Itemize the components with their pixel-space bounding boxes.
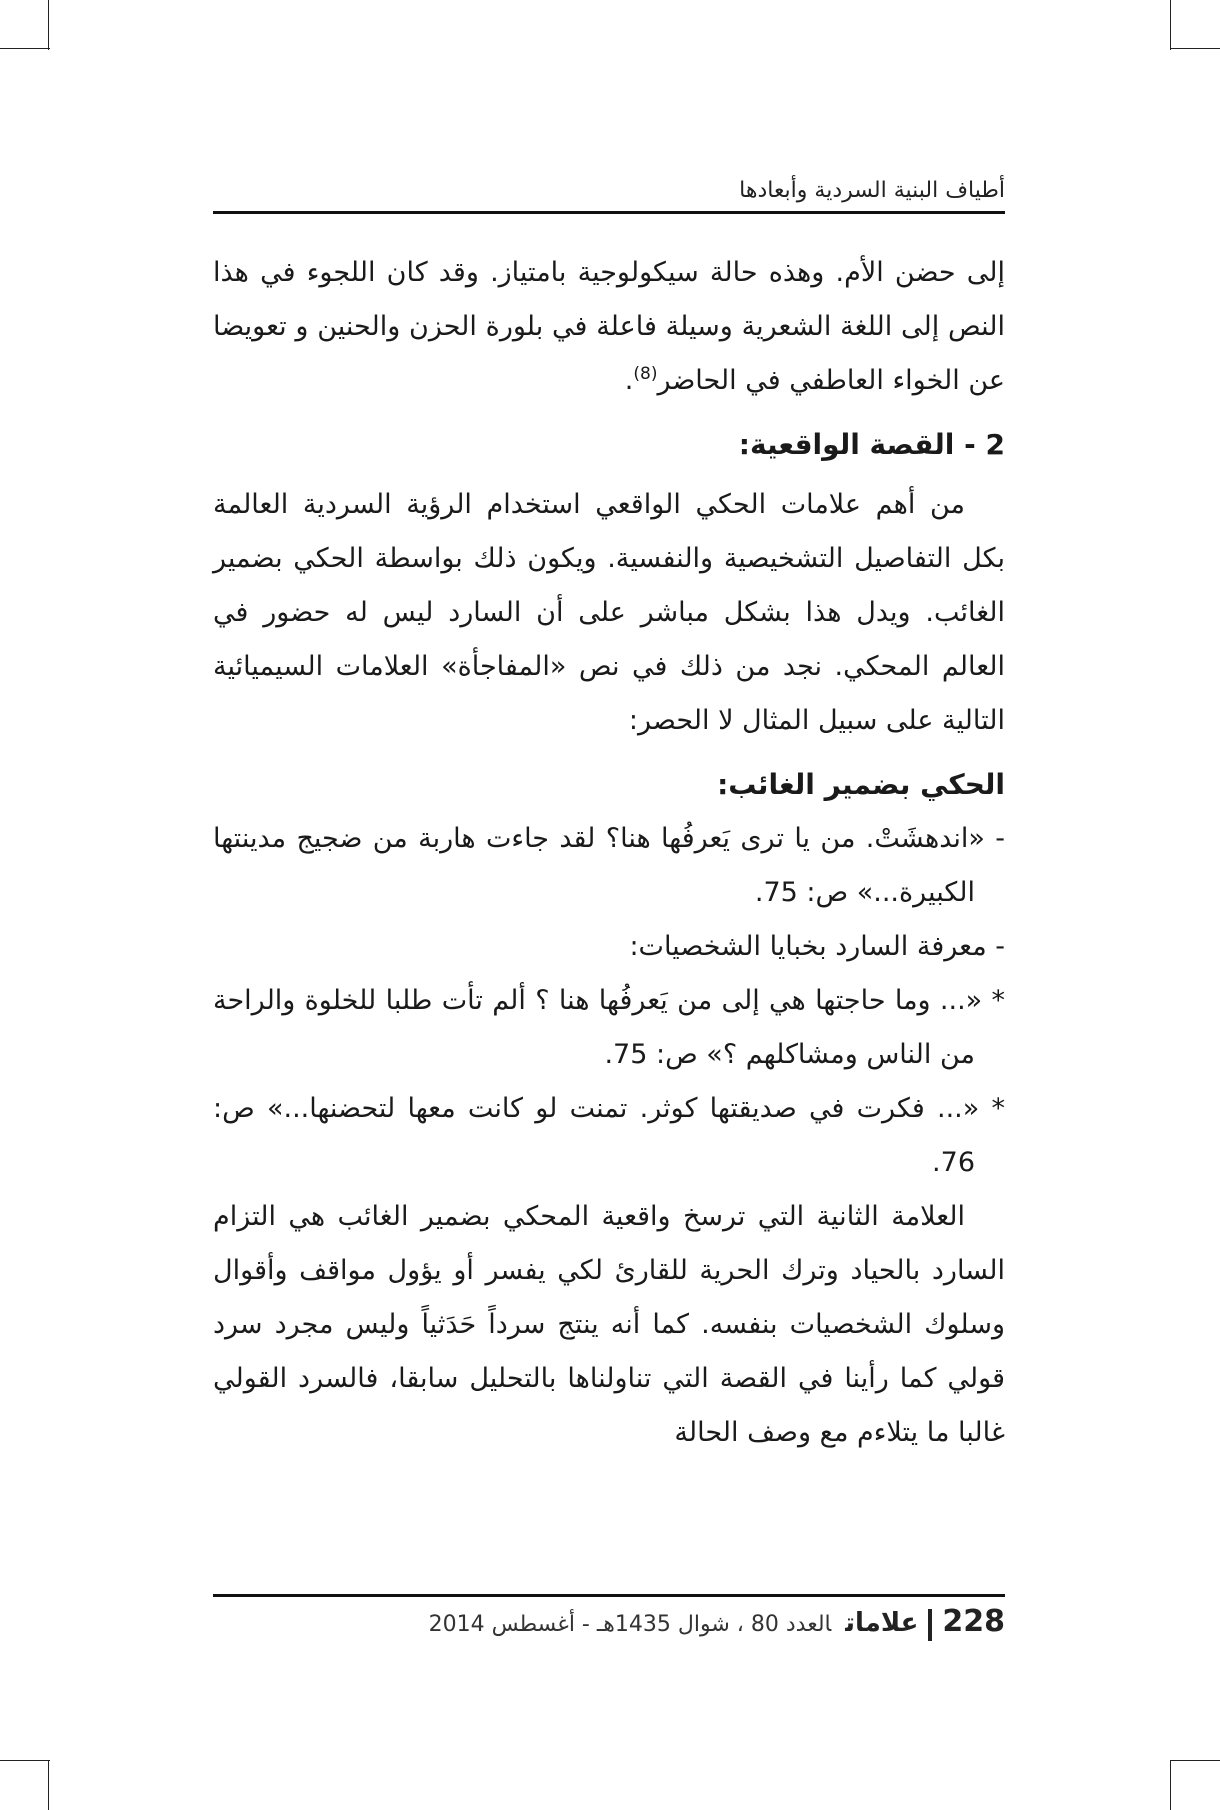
crop-mark	[48, 1760, 49, 1810]
crop-mark	[0, 48, 50, 49]
crop-mark	[1170, 48, 1220, 49]
magazine-logo: علامات	[845, 1608, 919, 1638]
quote-item-3: * «... وما حاجتها هي إلى من يَعرفُها هنا ؟ ألم تأت طلبا للخلوة والراحة من الناس ومشاكلهم ؟» ص: 75.	[213, 985, 1005, 1070]
crop-mark	[1170, 0, 1171, 50]
page-footer	[429, 1602, 1005, 1645]
crop-mark	[1170, 1760, 1171, 1810]
footnote-ref: (8)	[633, 364, 658, 384]
page-number: 228	[942, 1604, 1005, 1639]
paragraph-3: العلامة الثانية التي ترسخ واقعية المحكي بضمير الغائب هي التزام السارد بالحياد وترك الحرية للقارئ لكي يفسر أو يؤول مواقف وأقوال وسلوك الشخصيات بنفسه. كما أنه ينتج سرداً حَدَثياً وليس مجرد سرد قولي كما رأينا في القصة التي تناولناها بالتحليل سابقا، فالسرد القولي غالبا ما يتلاءم مع وصف الحالة	[213, 1201, 1005, 1448]
running-head: أطياف البنية السردية وأبعادها	[739, 178, 1005, 203]
header-rule	[213, 211, 1005, 214]
footer-rule	[213, 1594, 1005, 1597]
footer-separator	[928, 1609, 932, 1641]
body-text	[213, 246, 1005, 1460]
paragraph-1-text: إلى حضن الأم. وهذه حالة سيكولوجية بامتياز. وقد كان اللجوء في هذا النص إلى اللغة الشعرية وسيلة فاعلة في بلورة الحزن والحنين و تعويضا عن الخواء العاطفي في الحاضر	[213, 257, 1005, 396]
quote-item-4: * «... فكرت في صديقتها كوثر. تمنت لو كانت معها لتحضنها...» ص: 76.	[213, 1093, 1005, 1178]
paragraph-1-end: .	[624, 365, 634, 396]
paragraph-2: من أهم علامات الحكي الواقعي استخدام الرؤية السردية العالمة بكل التفاصيل التشخيصية والنفسية. ويكون ذلك بواسطة الحكي بضمير الغائب. ويدل هذا بشكل مباشر على أن السارد ليس له حضور في العالم المحكي. نجد من ذلك في نص «المفاجأة» العلامات السيميائية التالية على سبيل المثال لا الحصر:	[213, 489, 1005, 736]
issue-info: العدد 80 ، شوال 1435هـ - أغسطس 2014	[428, 1612, 832, 1637]
paragraph-1	[213, 246, 1005, 408]
subheading: الحكي بضمير الغائب:	[717, 768, 1005, 801]
document-page	[213, 160, 1005, 1660]
section-heading: 2 - القصة الواقعية:	[738, 428, 1005, 461]
quote-item-1: - «اندهشَتْ. من يا ترى يَعرفُها هنا؟ لقد جاءت هاربة من ضجيج مدينتها الكبيرة...» ص: 75.	[213, 823, 1005, 908]
crop-mark	[0, 1760, 50, 1761]
crop-mark	[1170, 1760, 1220, 1761]
crop-mark	[48, 0, 49, 50]
quote-item-2: - معرفة السارد بخبايا الشخصيات:	[629, 931, 1005, 962]
